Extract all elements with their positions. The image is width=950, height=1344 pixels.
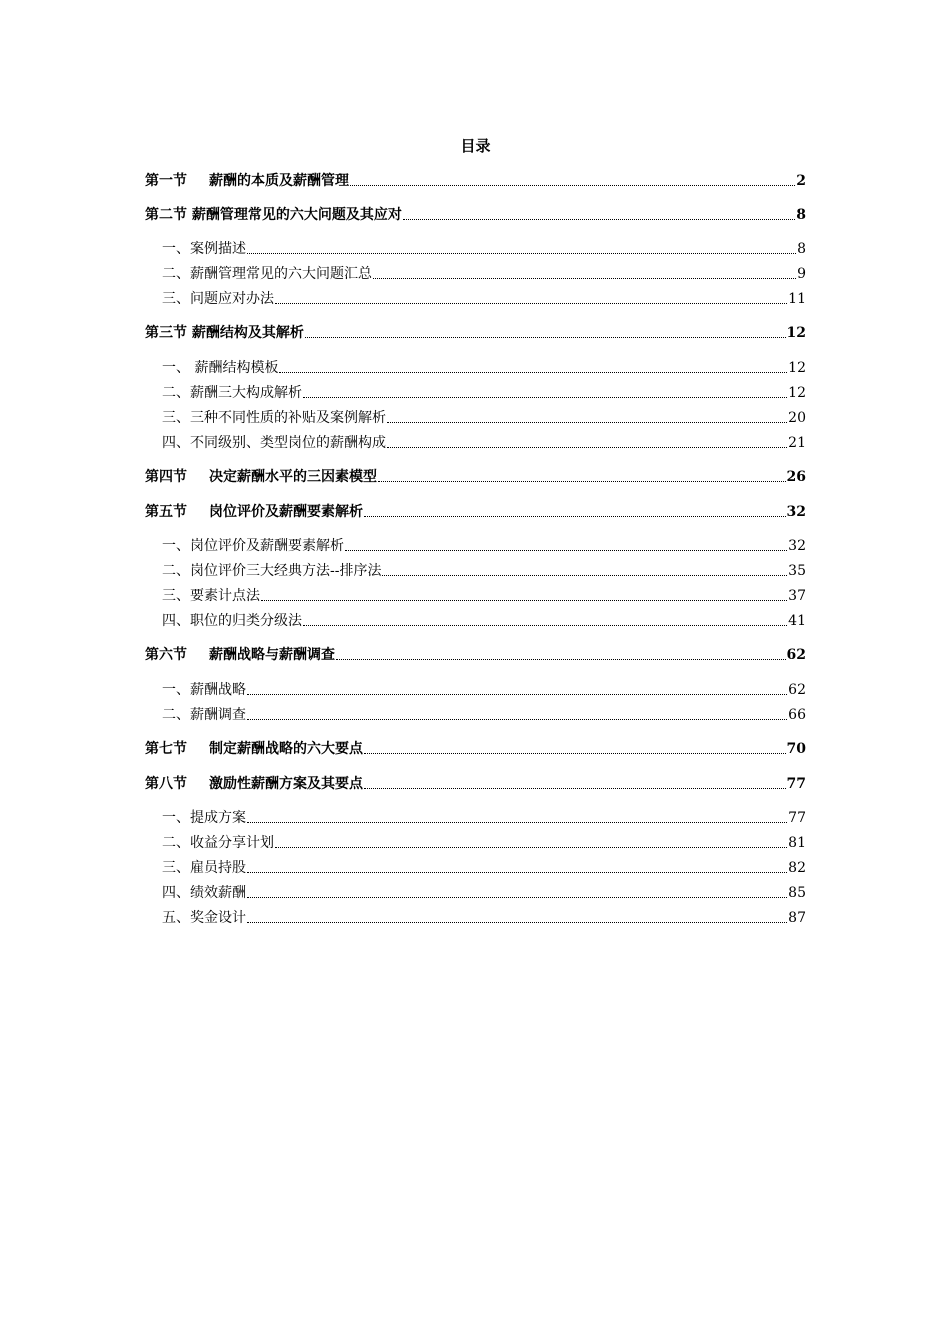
toc-entry-label	[145, 171, 349, 191]
toc-entry-title: 雇员持股	[190, 860, 246, 876]
toc-dot-leader	[279, 372, 787, 373]
toc-entry-title: 薪酬管理常见的六大问题汇总	[190, 266, 372, 282]
toc-entry-title: 不同级别、类型岗位的薪酬构成	[190, 435, 386, 451]
toc-entry-label	[162, 883, 246, 903]
toc-entry-title: 问题应对办法	[190, 291, 274, 307]
toc-entry-title: 案例描述	[190, 241, 246, 257]
toc-entry-title: 激励性薪酬方案及其要点	[209, 776, 363, 792]
toc-dot-leader	[403, 219, 795, 220]
toc-dot-leader	[387, 447, 787, 448]
toc-entry-number: 一、	[162, 810, 190, 826]
toc-dot-leader	[345, 550, 787, 551]
toc-page-number: 26	[786, 469, 806, 485]
toc-entry-number: 三、	[162, 588, 190, 604]
toc-dot-leader	[247, 872, 787, 873]
toc-dot-leader	[275, 847, 787, 848]
toc-page-number: 62	[786, 647, 806, 663]
toc-title: 目录	[460, 137, 491, 155]
toc-dot-leader	[247, 822, 787, 823]
toc-subsection-entry[interactable]	[162, 561, 806, 581]
toc-chapter-entry[interactable]	[145, 739, 806, 759]
toc-entry-number: 一、	[162, 241, 190, 257]
toc-page-number: 21	[788, 435, 806, 451]
toc-entry-title: 奖金设计	[190, 910, 246, 926]
toc-entry-label	[162, 536, 344, 556]
toc-entry-title: 薪酬结构及其解析	[191, 325, 304, 341]
toc-entry-title: 要素计点法	[190, 588, 260, 604]
toc-entry-label	[145, 323, 304, 343]
toc-dot-leader	[364, 753, 786, 754]
toc-dot-leader	[382, 575, 787, 576]
toc-page-number: 2	[796, 173, 806, 189]
toc-page-number: 32	[788, 538, 806, 554]
toc-entry-label	[162, 264, 372, 284]
toc-entry-label	[162, 705, 246, 725]
toc-entry-number: 四、	[162, 613, 190, 629]
toc-entry-number: 三、	[162, 291, 190, 307]
toc-entry-number: 四、	[162, 435, 190, 451]
toc-subsection-entry[interactable]	[162, 383, 806, 403]
toc-page-number: 66	[788, 707, 806, 723]
toc-entry-title: 三种不同性质的补贴及案例解析	[190, 410, 386, 426]
toc-chapter-entry[interactable]	[145, 502, 806, 522]
toc-subsection-entry[interactable]	[162, 883, 806, 903]
toc-entry-number: 二、	[162, 563, 190, 579]
toc-page-number: 8	[796, 207, 806, 223]
toc-chapter-entry[interactable]	[145, 205, 806, 225]
toc-page-number: 77	[788, 810, 806, 826]
toc-entry-number: 五、	[162, 910, 190, 926]
toc-dot-leader	[387, 422, 787, 423]
toc-page-number: 12	[788, 385, 806, 401]
toc-page-number: 12	[788, 360, 806, 376]
toc-entry-number: 二、	[162, 835, 190, 851]
toc-subsection-entry[interactable]	[162, 808, 806, 828]
toc-entry-label	[162, 358, 278, 378]
toc-subsection-entry[interactable]	[162, 908, 806, 928]
toc-entry-label	[162, 808, 246, 828]
toc-chapter-entry[interactable]	[145, 171, 806, 191]
toc-dot-leader	[303, 397, 787, 398]
toc-dot-leader	[247, 253, 796, 254]
toc-entry-label	[162, 680, 246, 700]
toc-entry-title: 薪酬的本质及薪酬管理	[209, 173, 349, 189]
toc-entry-number: 四、	[162, 885, 190, 901]
toc-entry-label	[162, 239, 246, 259]
toc-entry-number: 二、	[162, 707, 190, 723]
toc-entry-number: 二、	[162, 385, 190, 401]
toc-entry-title: 岗位评价及薪酬要素解析	[209, 504, 363, 520]
toc-entry-label	[162, 561, 381, 581]
toc-entry-title: 薪酬战略	[190, 682, 246, 698]
toc-page-number: 70	[786, 741, 806, 757]
toc-entry-label	[162, 289, 274, 309]
toc-chapter-entry[interactable]	[145, 774, 806, 794]
toc-entry-title: 薪酬三大构成解析	[190, 385, 302, 401]
toc-dot-leader	[247, 719, 787, 720]
toc-page-number: 87	[788, 910, 806, 926]
toc-subsection-entry[interactable]	[162, 289, 806, 309]
toc-subsection-entry[interactable]	[162, 358, 806, 378]
toc-subsection-entry[interactable]	[162, 680, 806, 700]
toc-page-number: 85	[788, 885, 806, 901]
toc-entry-number: 第一节	[145, 173, 187, 189]
toc-page-number: 32	[786, 504, 806, 520]
toc-entry-number: 第二节	[145, 207, 187, 223]
toc-entry-label	[162, 586, 260, 606]
toc-dot-leader	[305, 337, 786, 338]
toc-page-number: 62	[788, 682, 806, 698]
toc-page-number: 20	[788, 410, 806, 426]
toc-entry-title: 薪酬结构模板	[190, 360, 279, 376]
toc-entry-label	[162, 408, 386, 428]
toc-entry-number: 一、	[162, 682, 190, 698]
toc-entry-title: 绩效薪酬	[190, 885, 246, 901]
toc-page-number: 9	[797, 266, 806, 282]
toc-entry-title: 岗位评价及薪酬要素解析	[190, 538, 344, 554]
toc-subsection-entry[interactable]	[162, 858, 806, 878]
toc-page-number: 82	[788, 860, 806, 876]
toc-entry-number: 第五节	[145, 504, 187, 520]
toc-entry-number: 第七节	[145, 741, 187, 757]
toc-dot-leader	[247, 897, 787, 898]
toc-entry-number: 一、	[162, 538, 190, 554]
toc-dot-leader	[350, 185, 795, 186]
toc-entry-label	[162, 858, 246, 878]
toc-entry-label	[145, 774, 363, 794]
toc-entry-title: 薪酬战略与薪酬调查	[209, 647, 335, 663]
toc-subsection-entry[interactable]	[162, 239, 806, 259]
toc-entry-title: 决定薪酬水平的三因素模型	[209, 469, 377, 485]
toc-entry-number: 第三节	[145, 325, 187, 341]
toc-subsection-entry[interactable]	[162, 264, 806, 284]
toc-chapter-entry[interactable]	[145, 323, 806, 343]
toc-entry-number: 三、	[162, 410, 190, 426]
toc-entry-label	[162, 433, 386, 453]
toc-page-number: 37	[788, 588, 806, 604]
toc-entry-number: 第四节	[145, 469, 187, 485]
toc-entry-number: 第六节	[145, 647, 187, 663]
toc-entry-number: 第八节	[145, 776, 187, 792]
toc-dot-leader	[303, 625, 787, 626]
toc-entry-title: 薪酬调查	[190, 707, 246, 723]
toc-subsection-entry[interactable]	[162, 536, 806, 556]
toc-entry-title: 薪酬管理常见的六大问题及其应对	[191, 207, 402, 223]
toc-dot-leader	[261, 600, 787, 601]
toc-chapter-entry[interactable]	[145, 467, 806, 487]
toc-subsection-entry[interactable]	[162, 408, 806, 428]
toc-entry-label	[145, 205, 402, 225]
toc-entry-number: 三、	[162, 860, 190, 876]
toc-entry-title: 岗位评价三大经典方法--排序法	[190, 563, 382, 579]
toc-entry-title: 制定薪酬战略的六大要点	[209, 741, 363, 757]
toc-entry-label	[162, 611, 302, 631]
toc-page-number: 81	[788, 835, 806, 851]
toc-page-number: 41	[788, 613, 806, 629]
toc-entry-label	[145, 502, 363, 522]
toc-entry-label	[162, 833, 274, 853]
toc-page-number: 8	[797, 241, 806, 257]
toc-page-number: 77	[786, 776, 806, 792]
toc-subsection-entry[interactable]	[162, 433, 806, 453]
toc-entry-label	[162, 908, 246, 928]
toc-dot-leader	[336, 659, 786, 660]
toc-dot-leader	[275, 303, 787, 304]
toc-entry-label	[162, 383, 302, 403]
toc-page-number: 12	[786, 325, 806, 341]
toc-dot-leader	[247, 694, 787, 695]
toc-entry-label	[145, 739, 363, 759]
toc-entry-label	[145, 467, 377, 487]
toc-entry-title: 职位的归类分级法	[190, 613, 302, 629]
toc-entry-number: 一、	[162, 360, 190, 376]
toc-subsection-entry[interactable]	[162, 611, 806, 631]
toc-dot-leader	[378, 481, 786, 482]
toc-subsection-entry[interactable]	[162, 586, 806, 606]
toc-subsection-entry[interactable]	[162, 833, 806, 853]
toc-subsection-entry[interactable]	[162, 705, 806, 725]
toc-page-number: 11	[788, 291, 806, 307]
toc-page-number: 35	[788, 563, 806, 579]
toc-dot-leader	[364, 788, 786, 789]
toc-entry-title: 收益分享计划	[190, 835, 274, 851]
toc-dot-leader	[364, 516, 786, 517]
toc-entry-label	[145, 645, 335, 665]
toc-entry-title: 提成方案	[190, 810, 246, 826]
toc-dot-leader	[247, 922, 787, 923]
toc-dot-leader	[373, 278, 796, 279]
toc-entry-number: 二、	[162, 266, 190, 282]
toc-chapter-entry[interactable]	[145, 645, 806, 665]
